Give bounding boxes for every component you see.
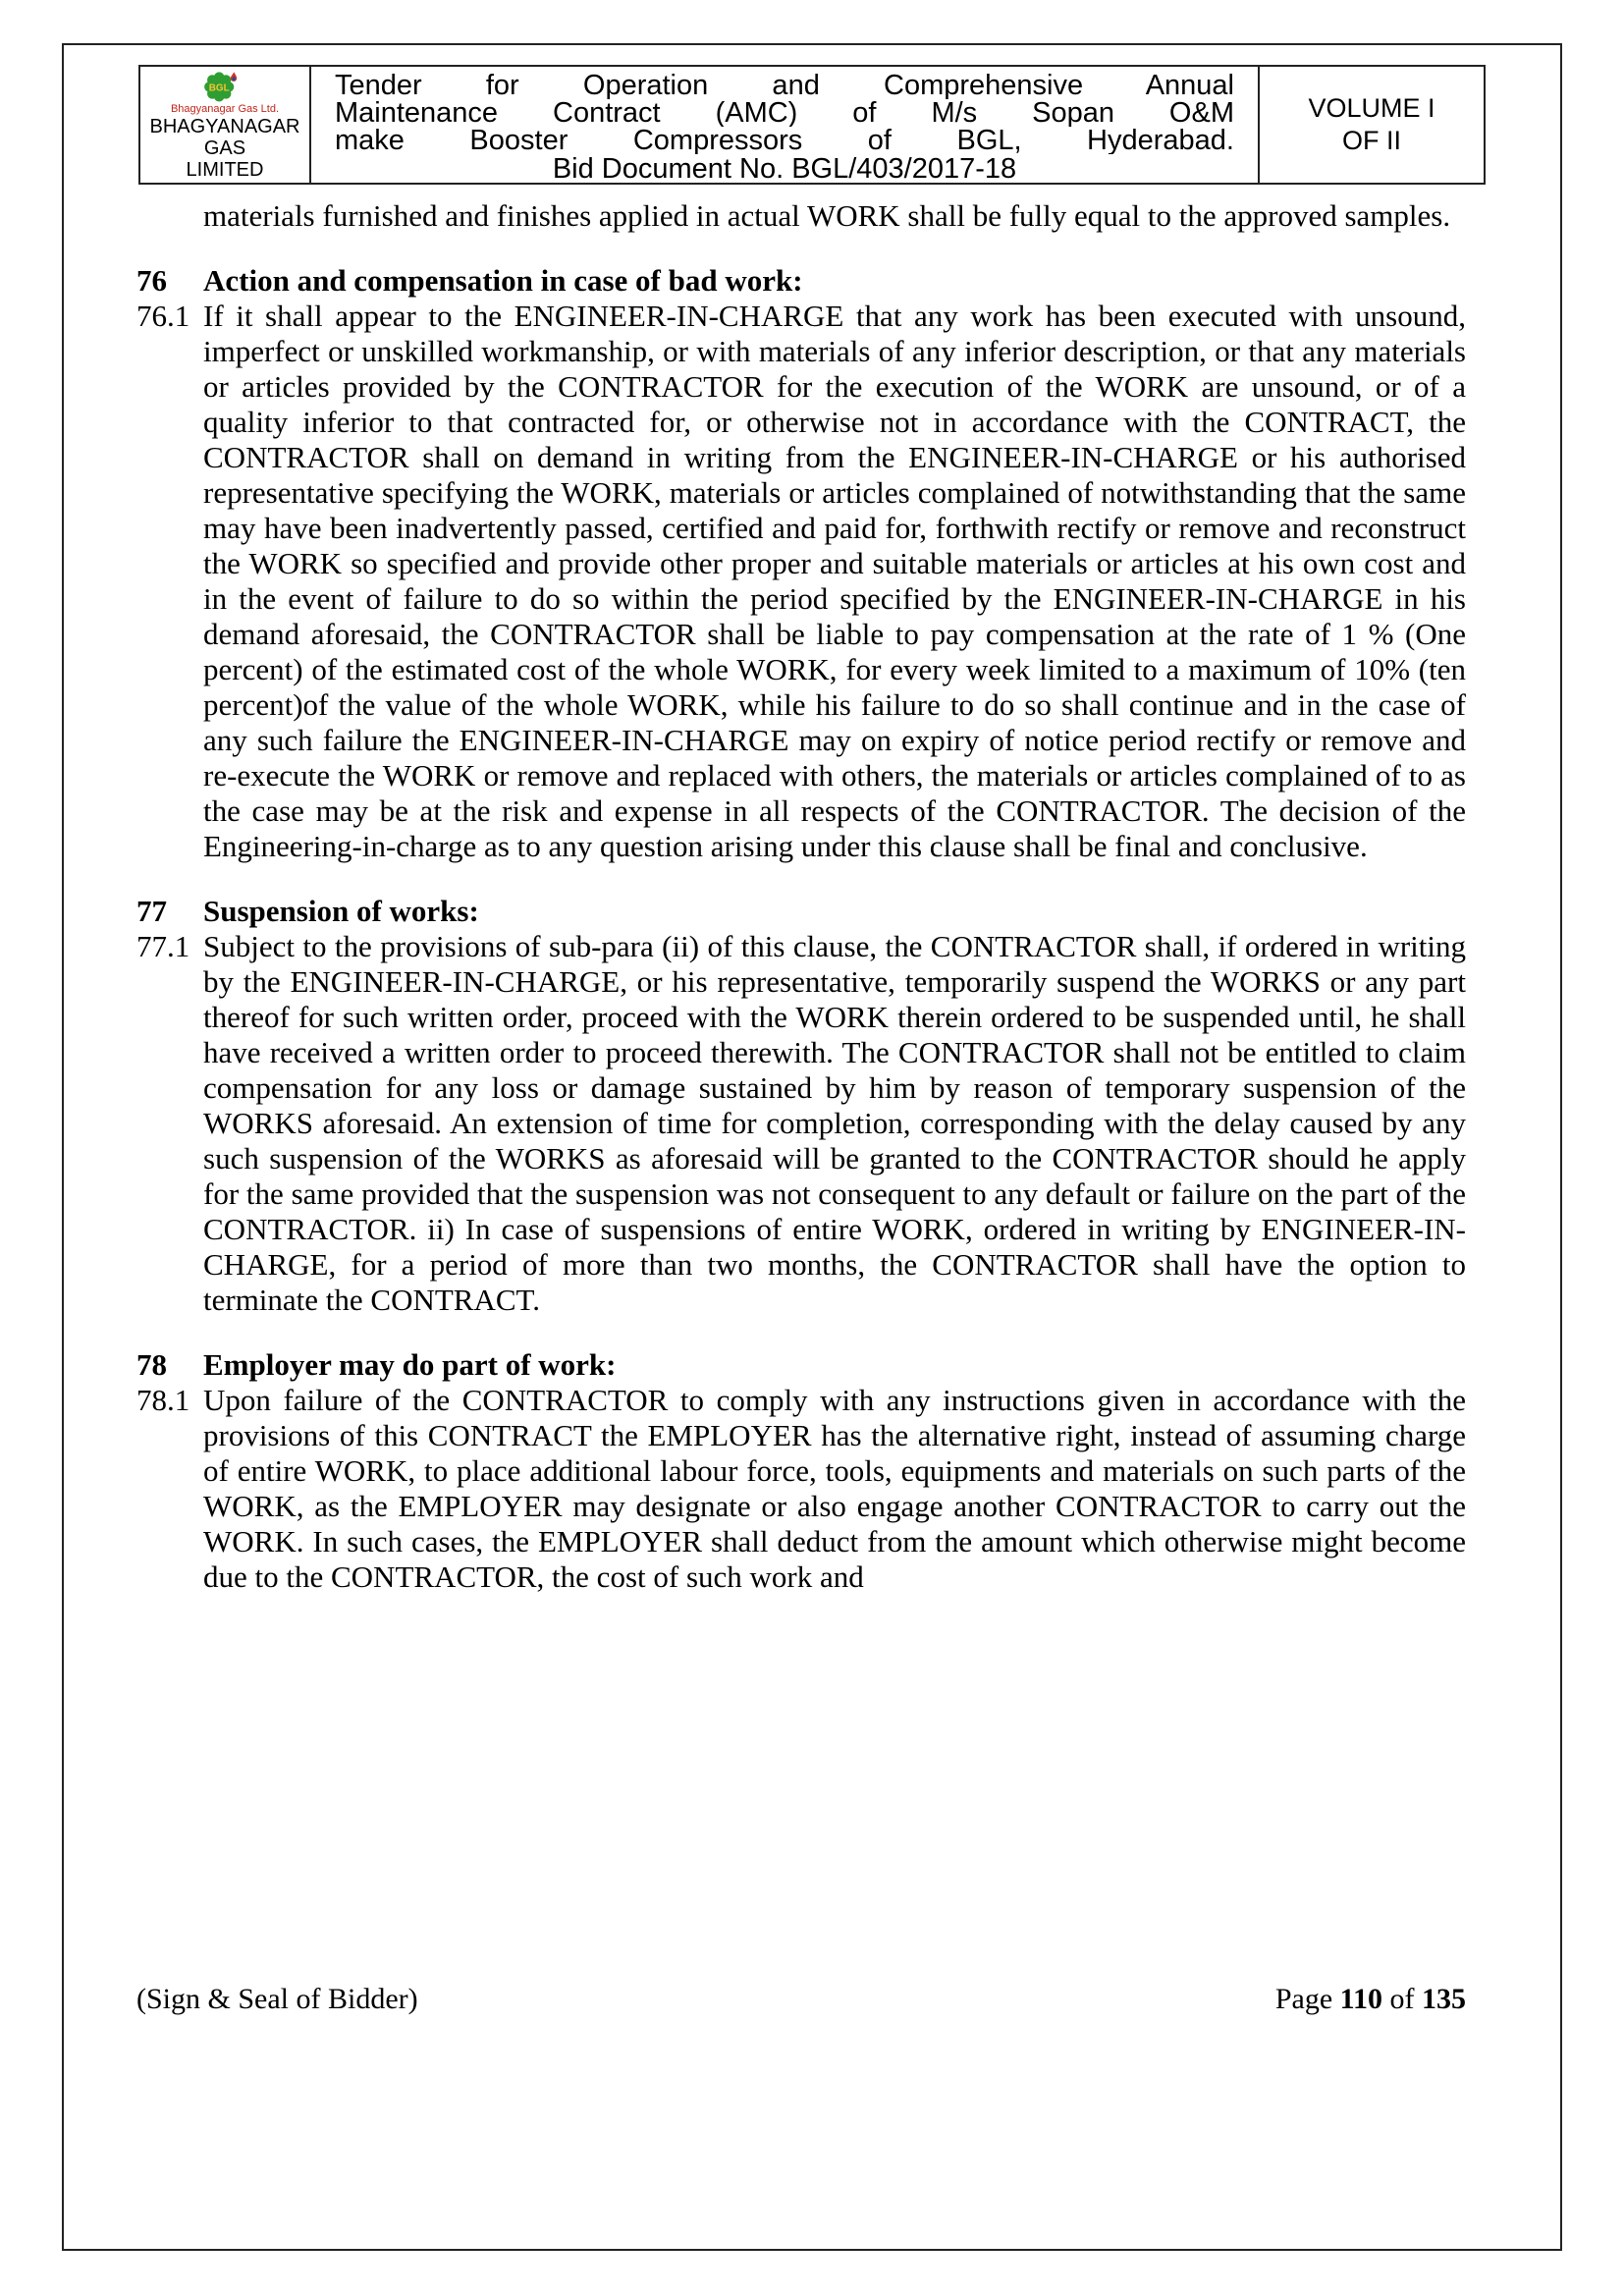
clause-text: If it shall appear to the ENGINEER-IN-CHARGE that any work has been executed with unsound, imperfect or unskilled workmanship, or with materials of any inferior description, or that any materials or articles provided by the CONTRACTOR for the execution of the WORK are unsound, or of a quality inferior to that contracted for, or otherwise not in accordance with the CONTRACT, the CONTRACTOR shall on demand in writing from the ENGINEER-IN-CHARGE or his authorised representative specifying the WORK, materials or articles complained of notwithstanding that the same may have been inadvertently passed, certified and paid for, forthwith rectify or remove and reconstruct the WORK so specified and provide other proper and suitable materials or articles at his own cost and in the event of failure to do so within the period specified by the ENGINEER-IN-CHARGE in his demand aforesaid, the CONTRACTOR shall be liable to pay compensation at the rate of 1 % (One percent) of the estimated cost of the whole WORK, for every week limited to a maximum of 10% (ten percent)of the value of the whole WORK, while his failure to do so shall continue and in the case of any such failure the ENGINEER-IN-CHARGE may on expiry of notice period rectify or remove and re-execute the WORK or remove and replaced with others, the materials or articles complained of to as the case may be at the risk and expense in all respects of the CONTRACTOR. The decision of the Engineering-in-charge as to any question arising under this clause shall be final and conclusive. (203, 299, 1466, 863)
page-label: Page (1274, 1983, 1333, 2015)
page-number: 110 (1339, 1983, 1382, 2015)
intro-number-spacer (136, 198, 203, 234)
document-title-line3: make Booster Compressors of BGL, Hyderabad. (335, 127, 1234, 154)
clause-text: Upon failure of the CONTRACTOR to comply with any instructions given in accordance with the provisions of this CONTRACT the EMPLOYER has the alternative right, instead of assuming charge of entire WORK, to place additional labour force, tools, equipments and materials on such parts of the WORK, as the EMPLOYER may designate or also engage another CONTRACTOR to carry out the WORK. In such cases, the EMPLOYER shall deduct from the amount which otherwise might become due to the CONTRACTOR, the cost of such work and (203, 1383, 1466, 1594)
logo-subtext: Bhagyanagar Gas Ltd. (170, 103, 280, 115)
header-table (138, 65, 1486, 185)
clause-number: 76.1 (136, 299, 190, 333)
clause-number: 77.1 (136, 929, 190, 963)
title-cell (309, 67, 1258, 183)
clause-76-1 (136, 299, 1466, 864)
volume-cell (1258, 67, 1484, 183)
section-number: 77 (136, 894, 167, 928)
section-heading: Employer may do part of work: (203, 1347, 617, 1382)
section-number: 78 (136, 1347, 167, 1382)
volume-line1: VOLUME I (1308, 93, 1435, 123)
sign-seal-label: (Sign & Seal of Bidder) (136, 1983, 418, 2015)
section-77-heading-row (136, 894, 1466, 929)
document-body (136, 198, 1466, 1595)
volume-line2: OF II (1342, 126, 1401, 155)
intro-paragraph (136, 198, 1466, 234)
page-footer (136, 1982, 1466, 2017)
org-name-line1: BHAGYANAGAR GAS (149, 116, 300, 159)
section-number: 76 (136, 263, 167, 298)
section-77 (136, 894, 1466, 1318)
clause-text: Subject to the provisions of sub-para (ii) of this clause, the CONTRACTOR shall, if ordered in writing by the ENGINEER-IN-CHARGE, or his representative, temporarily suspend the WORKS or any part thereof for such written order, proceed with the WORK therein ordered to be suspended until, he shall have received a written order to proceed therewith. The CONTRACTOR shall not be entitled to claim compensation for any loss or damage sustained by him by reason of temporary suspension of the WORKS aforesaid. An extension of time for completion, corresponding with the delay caused by any such suspension of the WORKS as aforesaid will be granted to the CONTRACTOR should he apply for the same provided that the suspension was not consequent to any default or failure on the part of the CONTRACTOR. ii) In case of suspensions of entire WORK, ordered in writing by ENGINEER-IN-CHARGE, for a period of more than two months, the CONTRACTOR shall have the option to terminate the CONTRACT. (203, 929, 1466, 1317)
logo-cell (140, 67, 309, 183)
clause-77-1 (136, 929, 1466, 1318)
clause-78-1 (136, 1383, 1466, 1595)
document-title-line2: Maintenance Contract (AMC) of M/s Sopan O&M (335, 99, 1234, 127)
page-border (62, 43, 1562, 2251)
page-indicator (1275, 1982, 1466, 2017)
intro-text: materials furnished and finishes applied in actual WORK shall be fully equal to the approved samples. (203, 198, 1451, 233)
of-label: of (1389, 1983, 1415, 2015)
section-76 (136, 263, 1466, 864)
section-heading: Action and compensation in case of bad work: (203, 263, 803, 298)
clause-number: 78.1 (136, 1383, 190, 1417)
section-76-heading-row (136, 263, 1466, 299)
org-name (142, 116, 307, 181)
logo-acronym: BGL (208, 82, 230, 94)
bgl-logo-icon (176, 70, 274, 105)
section-78 (136, 1347, 1466, 1595)
section-78-heading-row (136, 1347, 1466, 1383)
bid-document-number: Bid Document No. BGL/403/2017-18 (552, 153, 1017, 185)
org-name-line2: LIMITED (186, 159, 264, 181)
page-total: 135 (1422, 1983, 1466, 2015)
section-heading: Suspension of works: (203, 894, 479, 928)
document-title-line1: Tender for Operation and Comprehensive Annual (335, 72, 1234, 99)
